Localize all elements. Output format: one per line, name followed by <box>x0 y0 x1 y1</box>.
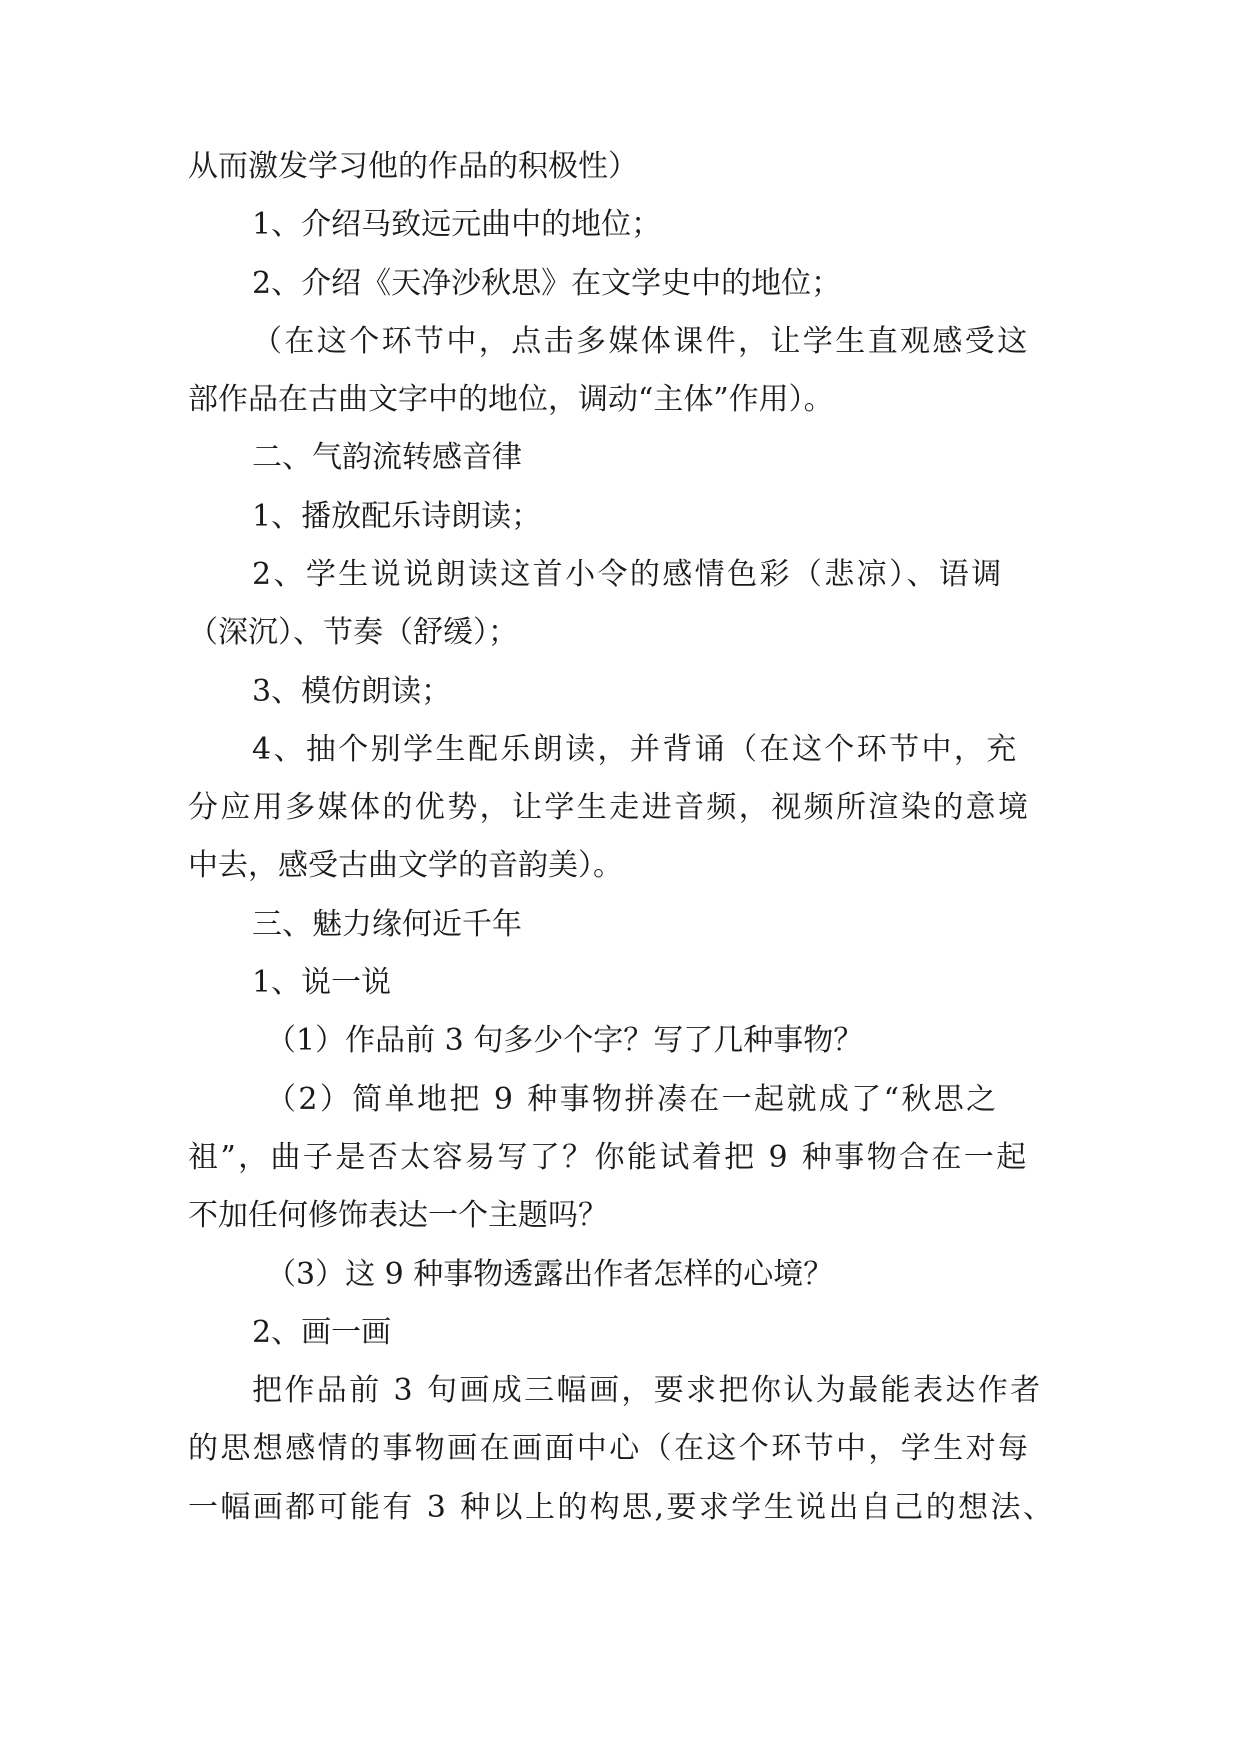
list-item: 4、抽个别学生配乐朗读，并背诵（在这个环节中，充 <box>252 732 1019 767</box>
list-item: 2、学生说说朗读这首小令的感情色彩（悲凉）、语调 <box>252 557 1004 592</box>
question-item: （1）作品前 3 句多少个字？写了几种事物？ <box>266 1023 864 1058</box>
text-line: 一幅画都可能有 3 种以上的构思,要求学生说出自己的想法、 <box>188 1490 1056 1525</box>
list-item: 2、画一画 <box>252 1315 392 1350</box>
list-item: 1、介绍马致远元曲中的地位； <box>252 207 662 242</box>
text-line: 从而激发学习他的作品的积极性） <box>188 149 638 184</box>
question-item: （2）简单地把 9 种事物拼凑在一起就成了“秋思之 <box>266 1082 999 1117</box>
text-line: 的思想感情的事物画在画面中心（在这个环节中，学生对每 <box>188 1431 1031 1466</box>
text-line: 祖”，曲子是否太容易写了？你能试着把 9 种事物合在一起 <box>188 1140 1029 1175</box>
text-line: 不加任何修饰表达一个主题吗？ <box>188 1198 608 1233</box>
question-item: （3）这 9 种事物透露出作者怎样的心境？ <box>266 1257 834 1292</box>
text-line: （在这个环节中，点击多媒体课件，让学生直观感受这 <box>252 324 1030 359</box>
section-heading: 二、气韵流转感音律 <box>252 440 522 475</box>
list-item: 3、模仿朗读； <box>252 674 452 709</box>
list-item: 2、介绍《天净沙秋思》在文学史中的地位； <box>252 266 842 301</box>
text-line: 把作品前 3 句画成三幅画，要求把你认为最能表达作者 <box>252 1373 1043 1408</box>
list-item: 1、说一说 <box>252 965 392 1000</box>
text-line: 部作品在古曲文字中的地位，调动“主体”作用）。 <box>188 382 834 417</box>
list-item: 1、播放配乐诗朗读； <box>252 499 542 534</box>
text-line: 分应用多媒体的优势，让学生走进音频，视频所渲染的意境 <box>188 790 1031 825</box>
text-line: 中去，感受古曲文学的音韵美）。 <box>188 848 623 883</box>
section-heading: 三、魅力缘何近千年 <box>252 907 522 942</box>
text-line: （深沉）、节奏（舒缓）； <box>188 615 518 650</box>
